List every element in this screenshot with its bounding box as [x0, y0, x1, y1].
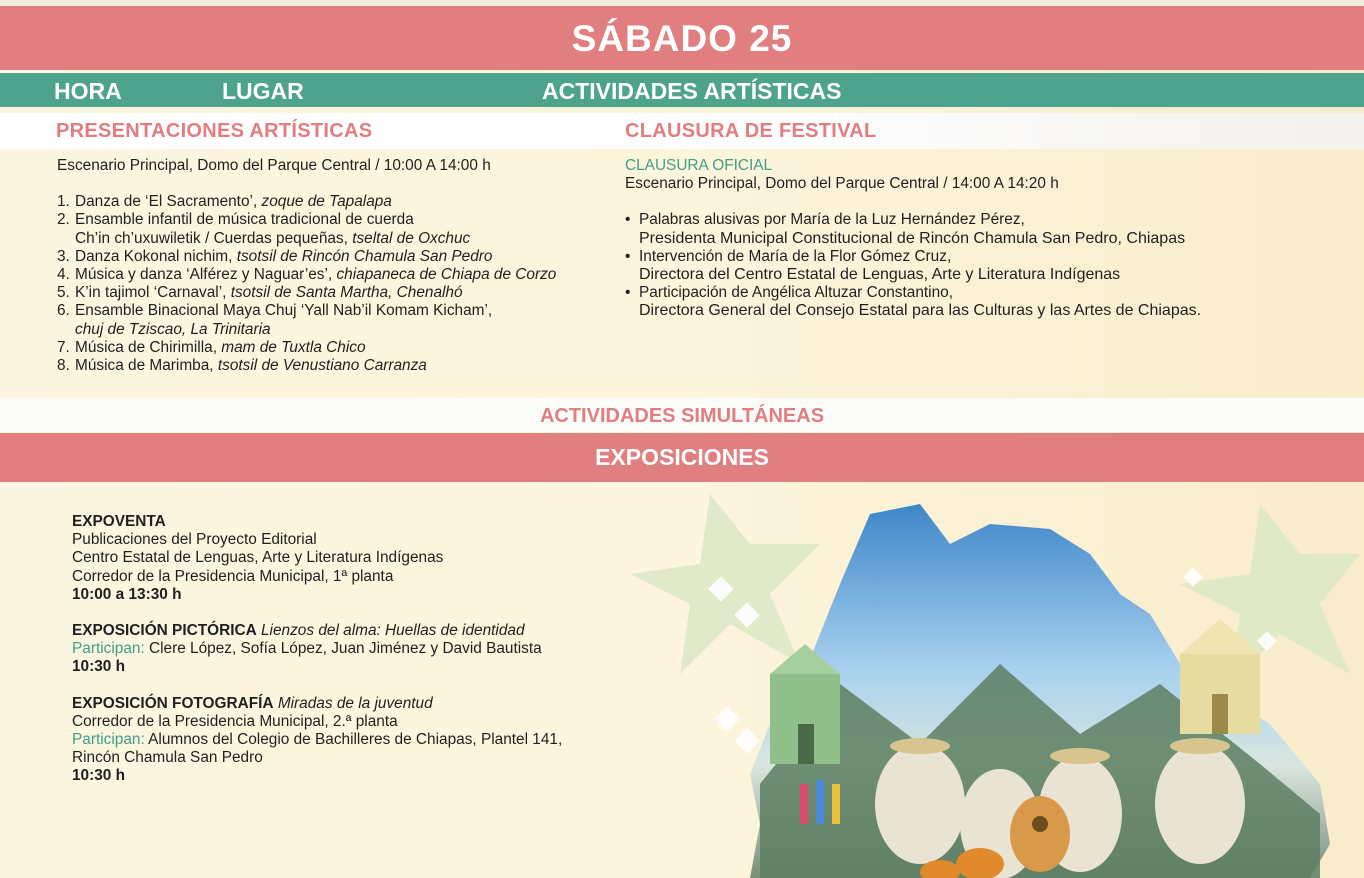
clausura-venue: Escenario Principal, Domo del Parque Central / 14:00 A 14:20 h — [625, 175, 1059, 193]
item-text: Ensamble Binacional Maya Chuj ‘Yall Nab’il Komam Kicham’, — [75, 302, 493, 320]
item-number: 1. — [57, 193, 70, 211]
clausura-item-speaker: Palabras alusivas por María de la Luz Hernández Pérez, — [639, 211, 1025, 229]
item-origin: mam de Tuxtla Chico — [221, 338, 366, 356]
item-origin: tsotsil de Santa Martha, Chenalhó — [230, 284, 463, 302]
exposiciones-title: EXPOSICIONES — [0, 433, 1364, 482]
clausura-item — [625, 248, 1201, 266]
expoventa-title: EXPOVENTA — [72, 513, 166, 530]
presentaciones-list — [57, 193, 556, 375]
presentacion-item — [57, 339, 556, 357]
presentacion-item — [57, 357, 556, 375]
clausura-block — [625, 157, 1201, 321]
fotografia-participan — [72, 731, 562, 749]
pictorica-heading — [72, 622, 562, 640]
item-origin: tsotsil de Venustiano Carranza — [217, 357, 427, 375]
header-actividades: ACTIVIDADES ARTÍSTICAS — [542, 78, 842, 104]
presentacion-item — [57, 321, 556, 339]
expoventa-line: Publicaciones del Proyecto Editorial — [72, 531, 317, 549]
presentaciones-title: PRESENTACIONES ARTÍSTICAS — [56, 120, 373, 142]
item-number: 7. — [57, 338, 70, 356]
participan-label: Participan: — [72, 731, 145, 749]
fotografia-participants: Alumnos del Colegio de Bachilleres de Chiapas, Plantel 141, — [148, 731, 563, 749]
day-title: SÁBADO 25 — [0, 6, 1364, 70]
clausura-item-role: Presidenta Municipal Constitucional de Rincón Chamula San Pedro, Chiapas — [639, 229, 1186, 247]
expoventa-line: Corredor de la Presidencia Municipal, 1ª planta — [72, 567, 394, 585]
presentacion-item — [57, 284, 556, 302]
item-number: 5. — [57, 284, 70, 302]
bullet: • — [625, 211, 631, 229]
presentacion-item — [57, 211, 556, 229]
item-text: Danza Kokonal nichim, — [75, 247, 237, 265]
pictorica-subtitle: Lienzos del alma: Huellas de identidad — [261, 622, 525, 640]
presentacion-item — [57, 248, 556, 266]
item-number: 6. — [57, 302, 70, 320]
item-text: Música y danza ‘Alférez y Naguar’es’, — [75, 266, 337, 284]
clausura-item — [625, 211, 1201, 229]
clausura-item — [625, 284, 1201, 302]
clausura-title: CLAUSURA DE FESTIVAL — [625, 120, 877, 142]
item-origin: chiapaneca de Chiapa de Corzo — [336, 266, 557, 284]
fotografia-title: EXPOSICIÓN FOTOGRAFÍA — [72, 694, 274, 712]
presentaciones-venue: Escenario Principal, Domo del Parque Central / 10:00 A 14:00 h — [57, 157, 491, 174]
clausura-item-speaker: Participación de Angélica Altuzar Constantino, — [639, 284, 953, 302]
item-number: 4. — [57, 266, 70, 284]
presentacion-item — [57, 302, 556, 320]
item-origin: tseltal de Oxchuc — [352, 229, 471, 247]
item-number: 3. — [57, 247, 70, 265]
pictorica-time: 10:30 h — [72, 658, 126, 676]
exposiciones-block — [72, 513, 562, 786]
pictorica-participan — [72, 640, 562, 658]
item-text: Ch’in ch’uxuwiletik / Cuerdas pequeñas, — [75, 229, 353, 247]
item-text: Música de Chirimilla, — [75, 338, 222, 356]
clausura-item-role: Directora del Centro Estatal de Lenguas, Arte y Literatura Indígenas — [639, 266, 1121, 284]
presentacion-item — [57, 266, 556, 284]
item-text: Música de Marimba, — [75, 357, 218, 375]
item-number: 8. — [57, 357, 70, 375]
item-text: Danza de ‘El Sacramento’, — [75, 193, 262, 211]
pictorica-participants: Clere López, Sofía López, Juan Jiménez y David Bautista — [149, 640, 542, 658]
presentacion-item — [57, 193, 556, 211]
presentacion-item — [57, 230, 556, 248]
item-origin: zoque de Tapalapa — [261, 193, 392, 211]
fotografia-subtitle: Miradas de la juventud — [277, 694, 433, 712]
bullet: • — [625, 247, 631, 265]
presentaciones-block — [57, 157, 556, 375]
expoventa-line: Centro Estatal de Lenguas, Arte y Literatura Indígenas — [72, 549, 444, 567]
item-text: Ensamble infantil de música tradicional de cuerda — [75, 211, 414, 229]
ribbons — [800, 780, 840, 824]
header-hora: HORA — [54, 78, 122, 104]
clausura-item-speaker: Intervención de María de la Flor Gómez Cruz, — [639, 247, 952, 265]
guitar — [1010, 796, 1070, 872]
bullet: • — [625, 284, 631, 302]
expoventa-time: 10:00 a 13:30 h — [72, 585, 182, 603]
fotografia-time: 10:30 h — [72, 767, 126, 785]
fotografia-participants-2: Rincón Chamula San Pedro — [72, 749, 263, 767]
clausura-list — [625, 211, 1201, 320]
header-lugar: LUGAR — [222, 78, 304, 104]
fotografia-location: Corredor de la Presidencia Municipal, 2.ª planta — [72, 712, 398, 730]
chiapas-collage-illustration — [620, 484, 1364, 878]
clausura-subtitle: CLAUSURA OFICIAL — [625, 157, 773, 174]
simultaneas-title: ACTIVIDADES SIMULTÁNEAS — [0, 398, 1364, 432]
item-origin: tsotsil de Rincón Chamula San Pedro — [236, 247, 493, 265]
participan-label: Participan: — [72, 640, 145, 658]
item-origin: chuj de Tziscao, La Trinitaria — [75, 320, 271, 338]
pictorica-title: EXPOSICIÓN PICTÓRICA — [72, 622, 257, 640]
item-text: K’in tajimol ‘Carnaval’, — [75, 284, 231, 302]
fotografia-heading — [72, 695, 562, 713]
clausura-item-role: Directora General del Consejo Estatal para las Culturas y las Artes de Chiapas. — [639, 302, 1202, 320]
item-number: 2. — [57, 211, 70, 229]
column-header-band — [0, 73, 1364, 107]
